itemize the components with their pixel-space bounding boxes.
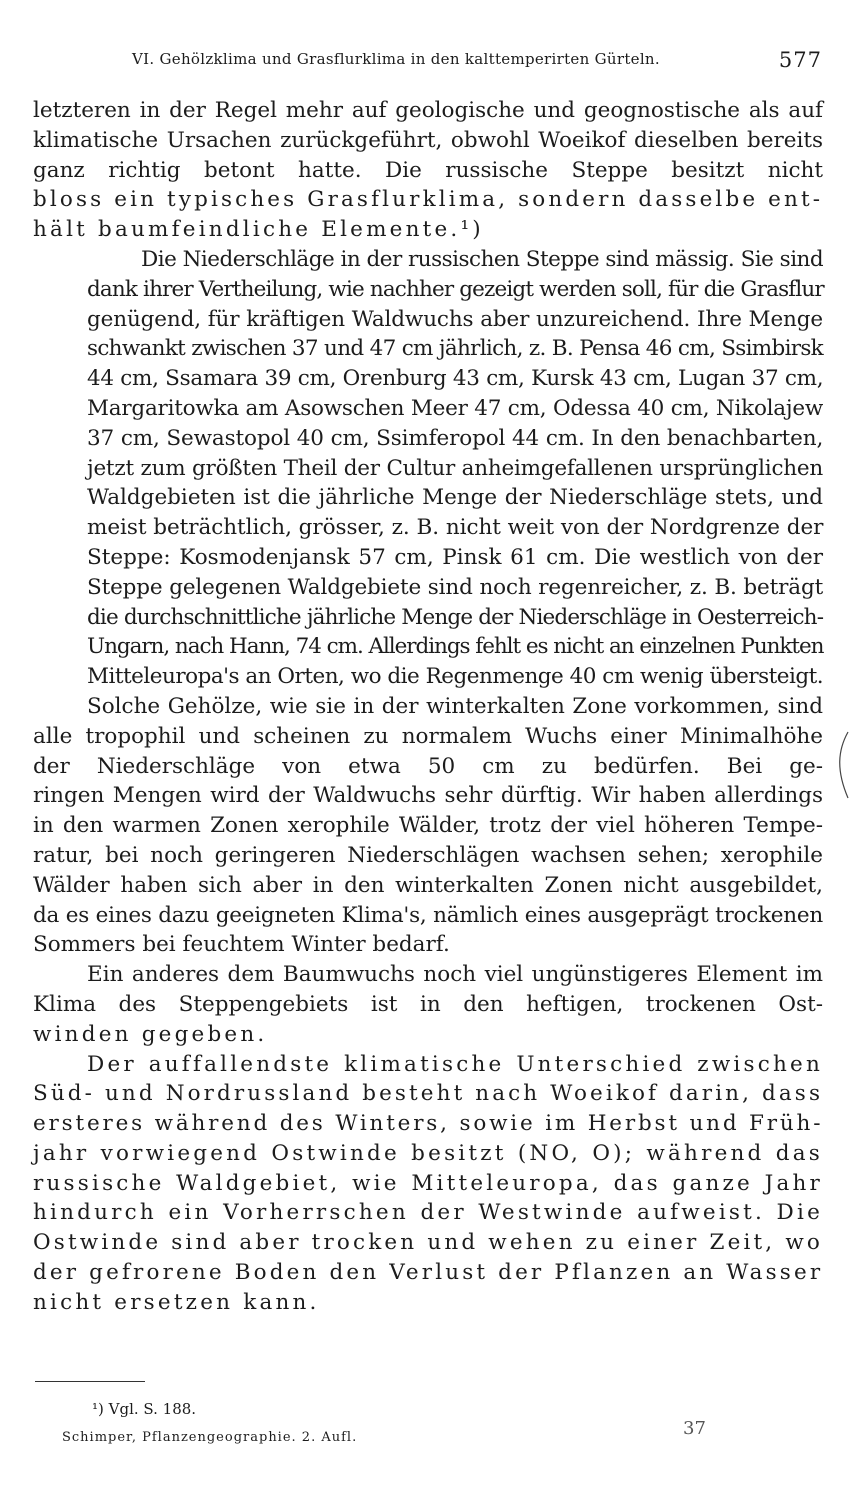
text-line: Steppe: Kosmodenjansk 57 cm, Pinsk 61 cm. Die westlich von der [87, 544, 823, 570]
running-head [0, 50, 850, 76]
text-line: Mitteleuropa's an Orten, wo die Regenmenge 40 cm wenig übersteigt. [87, 664, 824, 690]
text-line: der Niederschläge von etwa 50 cm zu bedürfen. Bei ge- [33, 753, 823, 779]
text-line: ratur, bei noch geringeren Niederschlägen wachsen sehen; xerophile [33, 842, 823, 868]
text-line: Ostwinde sind aber trocken und wehen zu einer Zeit, wo [33, 1230, 823, 1256]
text-line: dank ihrer Vertheilung, wie nachher gezeigt werden soll, für die Grasflur [87, 276, 824, 302]
text-line: alle tropophil und scheinen zu normalem Wuchs einer Minimalhöhe [33, 723, 823, 749]
text-line: Margaritowka am Asowschen Meer 47 cm, Odessa 40 cm, Nikolajew [87, 395, 823, 421]
text-line: Sommers bei feuchtem Winter bedarf. [33, 932, 450, 958]
text-line: winden gegeben. [33, 1021, 268, 1047]
paragraph-2 [33, 245, 823, 692]
paragraph-3 [33, 692, 823, 960]
text-line: russische Waldgebiet, wie Mitteleuropa, das ganze Jahr [33, 1170, 823, 1196]
text-line: hält baumfeindliche Elemente.¹) [33, 217, 484, 243]
paragraph-4 [33, 960, 823, 1049]
text-line: schwankt zwischen 37 und 47 cm jährlich, z. B. Pensa 46 cm, Ssimbirsk [87, 336, 823, 362]
text-line: 37 cm, Sewastopol 40 cm, Ssimferopol 44 cm. In den benachbarten, [87, 425, 824, 451]
margin-bracket-mark [834, 730, 850, 800]
text-line: da es eines dazu geeigneten Klima's, nämlich eines ausgeprägt trockenen [33, 902, 823, 928]
text-line: Klima des Steppengebiets ist in den heftigen, trockenen Ost- [33, 991, 823, 1017]
text-line: genügend, für kräftigen Waldwuchs aber unzureichend. Ihre Menge [87, 306, 823, 332]
text-line: Süd- und Nordrussland besteht nach Woeikof darin, dass [33, 1081, 824, 1107]
paragraph-1 [33, 96, 823, 245]
text-line: in den warmen Zonen xerophile Wälder, trotz der viel höheren Tempe- [33, 813, 823, 839]
text-line: Die Niederschläge in der russischen Steppe sind mässig. Sie sind [141, 246, 824, 272]
footnote: ¹) Vgl. S. 188. [92, 1400, 197, 1418]
page-number: 577 [778, 48, 822, 72]
text-line: letzteren in der Regel mehr auf geologische und geognostische als auf [33, 98, 823, 123]
text-line: jetzt zum größten Theil der Cultur anheimgefallenen ursprünglichen [87, 455, 823, 481]
text-line: Ungarn, nach Hann, 74 cm. Allerdings fehlt es nicht an einzelnen Punkten [87, 634, 824, 660]
running-title: VI. Gehölzklima und Grasflurklima in den kalttemperirten Gürteln. [132, 50, 660, 68]
text-line: Der auffallendste klimatische Unterschied zwischen [87, 1051, 823, 1077]
text-line: 44 cm, Ssamara 39 cm, Orenburg 43 cm, Kursk 43 cm, Lugan 37 cm, [87, 366, 824, 392]
printer-signature: Schimper, Pflanzengeographie. 2. Aufl. [62, 1430, 358, 1445]
signature-number: 37 [683, 1418, 706, 1439]
text-line: die durchschnittliche jährliche Menge der Niederschläge in Oesterreich- [87, 604, 824, 630]
text-line: Solche Gehölze, wie sie in der winterkalten Zone vorkommen, sind [87, 693, 823, 719]
text-line: jahr vorwiegend Ostwinde besitzt (NO, O); während das [33, 1140, 823, 1166]
paragraph-5 [33, 1050, 823, 1318]
text-line: meist beträchtlich, grösser, z. B. nicht weit von der Nordgrenze der [87, 515, 824, 541]
text-line: Ein anderes dem Baumwuchs noch viel ungünstigeres Element im [87, 962, 823, 988]
text-line: nicht ersetzen kann. [33, 1289, 320, 1315]
body-text [33, 96, 823, 1318]
text-line: der gefrorene Boden den Verlust der Pflanzen an Wasser [33, 1260, 824, 1286]
footnote-rule [35, 1381, 145, 1382]
text-line: ganz richtig betont hatte. Die russische Steppe besitzt nicht [33, 157, 823, 183]
text-line: hindurch ein Vorherrschen der Westwinde aufweist. Die [33, 1200, 823, 1226]
text-line: ringen Mengen wird der Waldwuchs sehr dürftig. Wir haben allerdings [33, 783, 823, 809]
text-line: Steppe gelegenen Waldgebiete sind noch regenreicher, z. B. beträgt [87, 574, 824, 600]
text-line: klimatische Ursachen zurückgeführt, obwohl Woeikof dieselben bereits [33, 127, 823, 153]
text-line: Waldgebieten ist die jährliche Menge der Niederschläge stets, und [87, 485, 823, 511]
text-line: Wälder haben sich aber in den winterkalten Zonen nicht ausgebildet, [33, 872, 823, 898]
text-line: bloss ein typisches Grasflurklima, sondern dasselbe ent- [33, 187, 824, 213]
text-line: ersteres während des Winters, sowie im Herbst und Früh- [33, 1111, 824, 1137]
